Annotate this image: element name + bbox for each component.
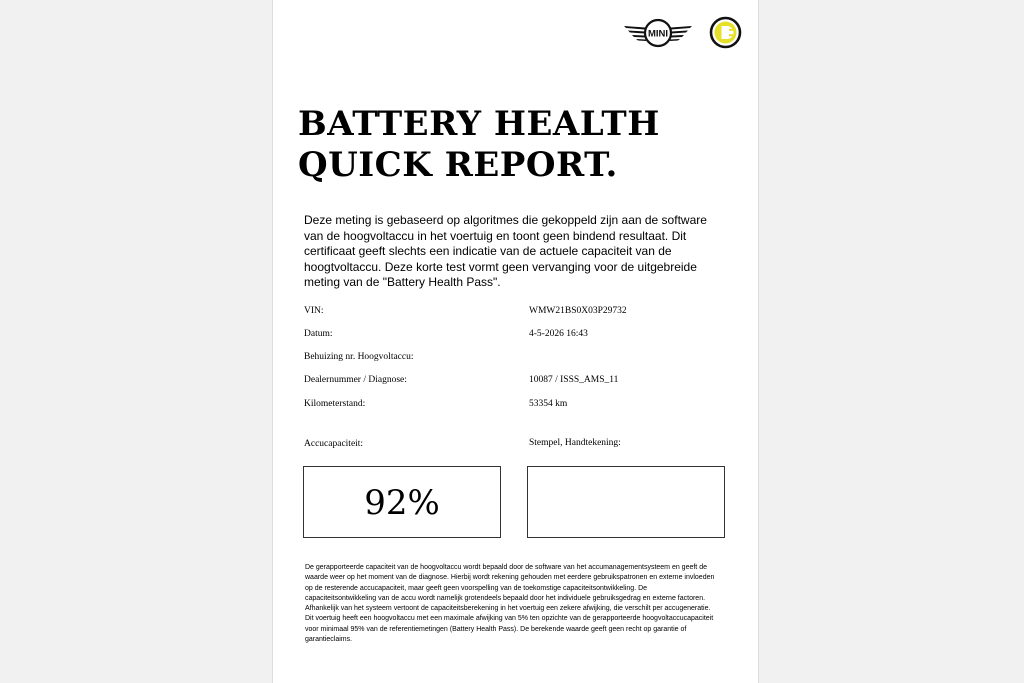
battery-housing-label: Behuizing nr. Hoogvoltaccu: xyxy=(304,352,414,362)
report-title-line2: QUICK REPORT. xyxy=(298,145,618,185)
mini-logo-icon xyxy=(623,17,693,49)
dealer-diagnosis-label: Dealernummer / Diagnose: xyxy=(304,375,407,385)
report-title-line1: BATTERY HEALTH xyxy=(298,104,660,144)
date-value: 4-5-2026 16:43 xyxy=(529,329,588,339)
vin-value: WMW21BS0X03P29732 xyxy=(529,306,627,316)
intro-paragraph: Deze meting is gebaseerd op algoritmes die gekoppeld zijn aan de software van de hoogvoltaccu in het voertuig en toont geen bindend resultaat. Dit certificaat geeft slechts een indicatie van de actuele capaciteit van de hoogtvoltaccu. Deze korte test vormt geen vervanging voor de uitgebreide meting van de "Battery Health Pass". xyxy=(304,213,707,290)
report-title xyxy=(298,104,738,186)
capacity-box xyxy=(303,466,501,538)
mini-logo-text: MINI xyxy=(647,28,669,40)
stamp-signature-box xyxy=(527,466,725,538)
dealer-diagnosis-value: 10087 / ISSS_AMS_11 xyxy=(529,375,619,385)
capacity-label: Accucapaciteit: xyxy=(304,439,364,449)
mileage-value: 53354 km xyxy=(529,399,568,409)
date-label: Datum: xyxy=(304,329,333,339)
vin-label: VIN: xyxy=(304,306,324,316)
capacity-value: 92% xyxy=(364,483,440,523)
stamp-signature-label: Stempel, Handtekening: xyxy=(529,438,621,448)
disclaimer-text: De gerapporteerde capaciteit van de hoogvoltaccu wordt bepaald door de software van het accumanagementsysteem en geeft de waarde weer op het moment van de diagnose. Hierbij wordt rekening gehouden met eerdere gebruikspatronen en externe invloeden op de resterende accucapaciteit, maar geeft geen voorspelling van de toekomstige capaciteitsontwikkeling. De capaciteitsontwikkeling van de accu wordt namelijk grotendeels bepaald door het individuele gebruiksgedrag en externe factoren. Afhankelijk van het systeem vertoont de capaciteitsberekening in het voertuig een zekere afwijking, die verschilt per accugeneratie. Dit voertuig heeft een hoogvoltaccu met een maximale afwijking van 5% ten opzichte van de gerapporteerde hoogvoltaccucapaciteit voor minimaal 95% van de referentiemetingen (Battery Health Pass). De berekende waarde geeft geen recht op garantie of garantieclaims. xyxy=(305,564,715,644)
mileage-label: Kilometerstand: xyxy=(304,399,366,409)
electric-plug-icon xyxy=(709,16,742,49)
report-page xyxy=(272,0,759,683)
